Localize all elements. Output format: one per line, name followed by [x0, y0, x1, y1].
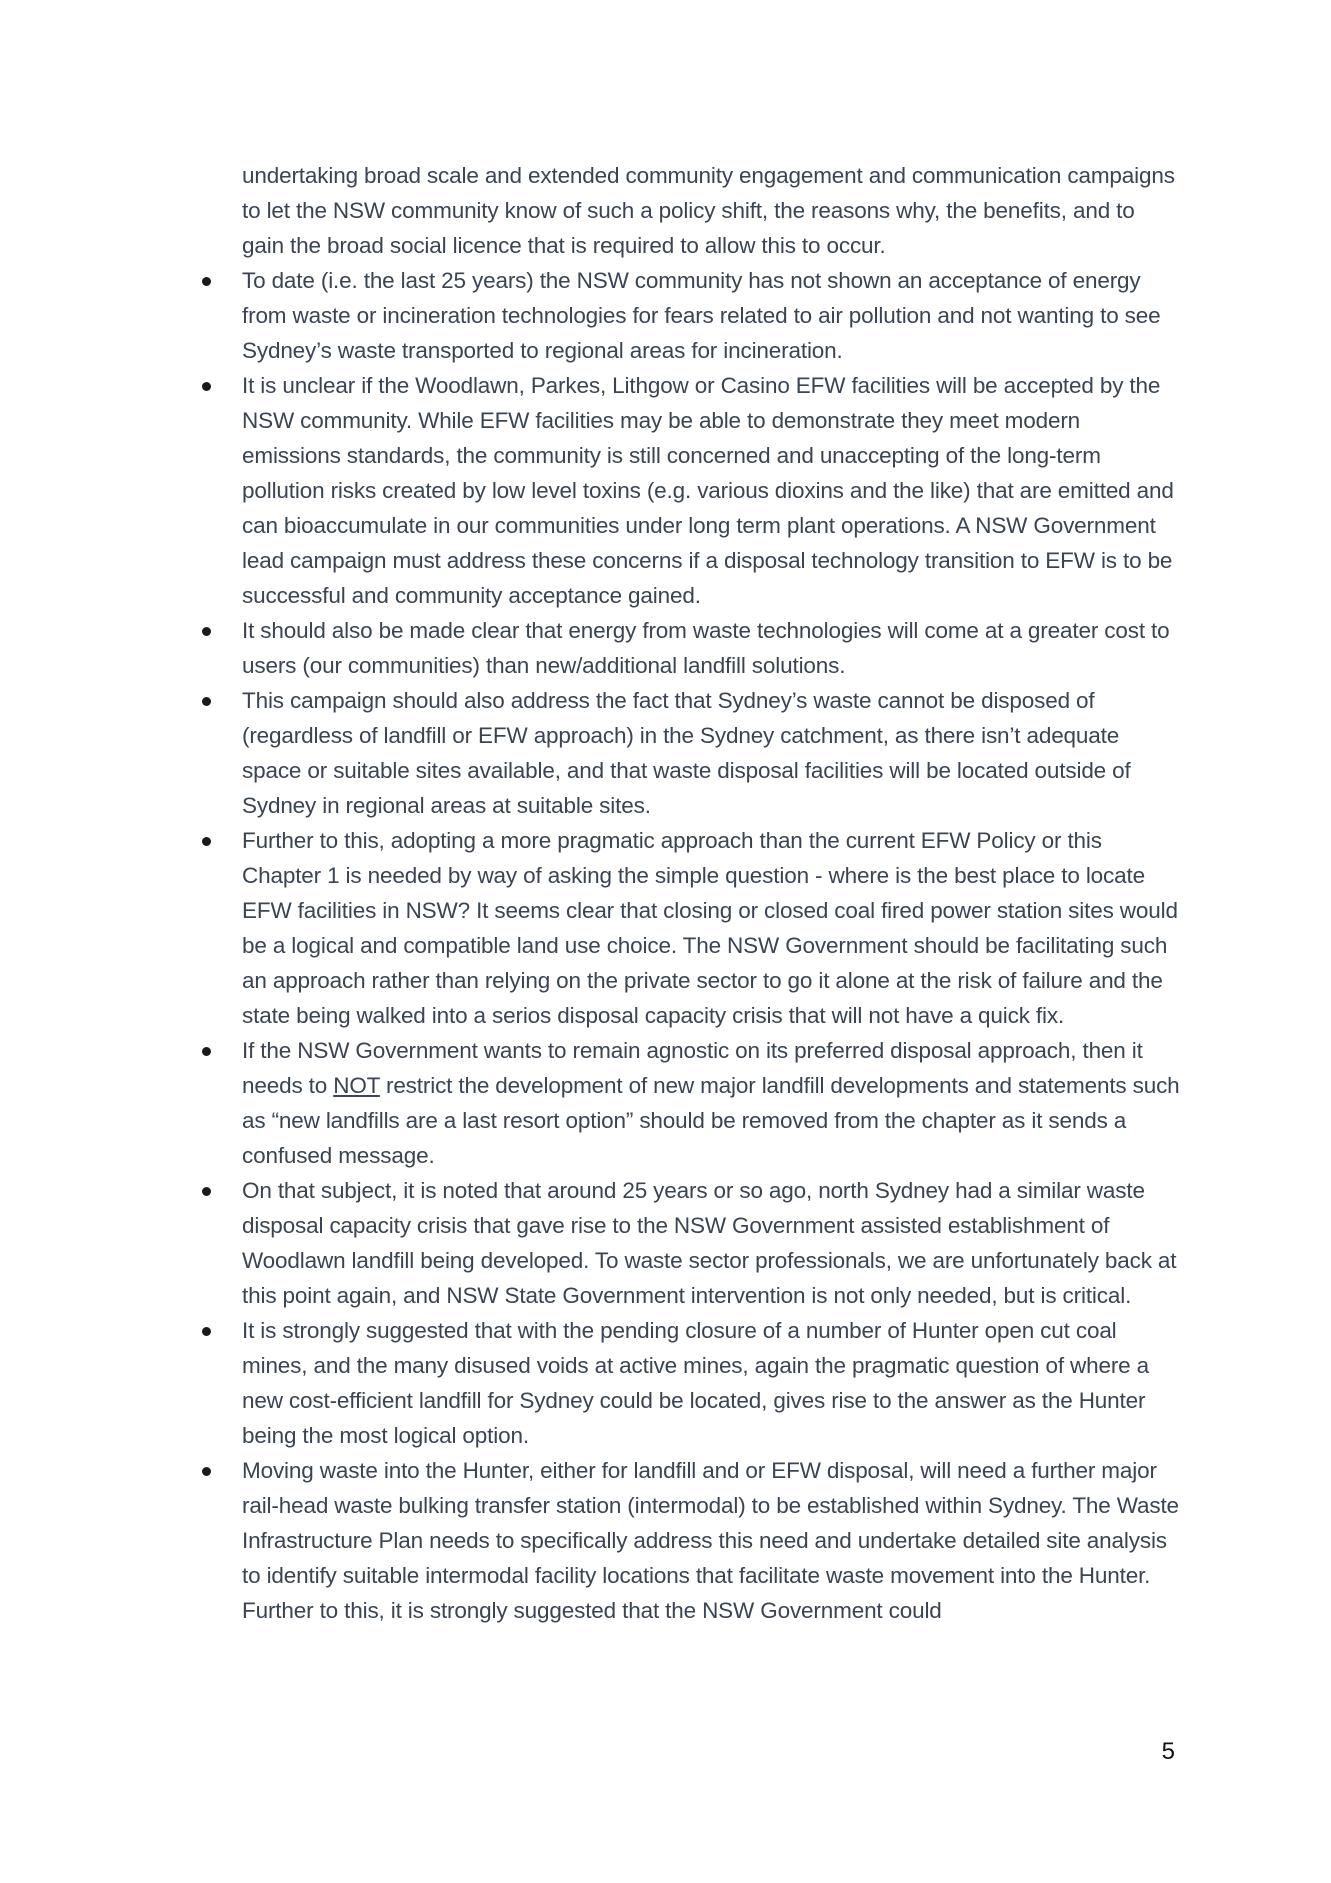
- bullet-text: On that subject, it is noted that around 25 years or so ago, north Sydney had a similar waste disposal capacity crisis that gave rise to the NSW Government assisted establishment of Woodlawn landfill being developed. To waste sector professionals, we are unfortunately back at this point again, and NSW State Government intervention is not only needed, but is critical.: [242, 1178, 1177, 1308]
- bullet-list: [242, 263, 1182, 1628]
- bullet-text: It is unclear if the Woodlawn, Parkes, Lithgow or Casino EFW facilities will be accepted by the NSW community. While EFW facilities may be able to demonstrate they meet modern emissions standards, the community is still concerned and unaccepting of the long-term pollution risks created by low level toxins (e.g. various dioxins and the like) that are emitted and can bioaccumulate in our communities under long term plant operations. A NSW Government lead campaign must address these concerns if a disposal technology transition to EFW is to be successful and community acceptance gained.: [242, 373, 1174, 608]
- bullet-icon: [202, 697, 211, 706]
- bullet-text-before: If the NSW Government wants to remain agnostic on its preferred disposal approach, then it needs to: [242, 1038, 1143, 1098]
- bullet-item-3: [242, 613, 1182, 683]
- bullet-text: Further to this, adopting a more pragmatic approach than the current EFW Policy or this Chapter 1 is needed by way of asking the simple question - where is the best place to locate EFW facilities in NSW? It seems clear that closing or closed coal fired power station sites would be a logical and compatible land use choice. The NSW Government should be facilitating such an approach rather than relying on the private sector to go it alone at the risk of failure and the state being walked into a serios disposal capacity crisis that will not have a quick fix.: [242, 828, 1178, 1028]
- bullet-item-5: [242, 823, 1182, 1033]
- bullet-item-4: [242, 683, 1182, 823]
- bullet-item-1: [242, 263, 1182, 368]
- page-number: 5: [1161, 1738, 1175, 1765]
- bullet-item-2: [242, 368, 1182, 613]
- bullet-icon: [202, 1327, 211, 1336]
- bullet-icon: [202, 1047, 211, 1056]
- bullet-icon: [202, 277, 211, 286]
- bullet-text: It is strongly suggested that with the pending closure of a number of Hunter open cut coal mines, and the many disused voids at active mines, again the pragmatic question of where a new cost-efficient landfill for Sydney could be located, gives rise to the answer as the Hunter being the most logical option.: [242, 1318, 1150, 1448]
- bullet-icon: [202, 1187, 211, 1196]
- bullet-text: It should also be made clear that energy from waste technologies will come at a greater cost to users (our communities) than new/additional landfill solutions.: [242, 618, 1170, 678]
- bullet-item-6: [242, 1033, 1182, 1173]
- continuation-paragraph: undertaking broad scale and extended community engagement and communication campaigns to let the NSW community know of such a policy shift, the reasons why, the benefits, and to gain the broad social licence that is required to allow this to occur.: [242, 163, 1175, 258]
- bullet-item-8: [242, 1313, 1182, 1453]
- bullet-icon: [202, 382, 211, 391]
- bullet-text-after: restrict the development of new major landfill developments and statements such as “new landfills are a last resort option” should be removed from the chapter as it sends a confused message.: [242, 1073, 1180, 1168]
- bullet-text: Moving waste into the Hunter, either for landfill and or EFW disposal, will need a further major rail-head waste bulking transfer station (intermodal) to be established within Sydney. The Waste Infrastructure Plan needs to specifically address this need and undertake detailed site analysis to identify suitable intermodal facility locations that facilitate waste movement into the Hunter. Further to this, it is strongly suggested that the NSW Government could: [242, 1458, 1179, 1623]
- bullet-item-7: [242, 1173, 1182, 1313]
- page-body: [242, 158, 1182, 1628]
- bullet-icon: [202, 1467, 211, 1476]
- bullet-icon: [202, 837, 211, 846]
- bullet-icon: [202, 627, 211, 636]
- bullet-item-9: [242, 1453, 1182, 1628]
- underlined-emphasis: NOT: [333, 1073, 380, 1098]
- bullet-text: This campaign should also address the fact that Sydney’s waste cannot be disposed of (regardless of landfill or EFW approach) in the Sydney catchment, as there isn’t adequate space or suitable sites available, and that waste disposal facilities will be located outside of Sydney in regional areas at suitable sites.: [242, 688, 1131, 818]
- bullet-text: To date (i.e. the last 25 years) the NSW community has not shown an acceptance of energy from waste or incineration technologies for fears related to air pollution and not wanting to see Sydney’s waste transported to regional areas for incineration.: [242, 268, 1161, 363]
